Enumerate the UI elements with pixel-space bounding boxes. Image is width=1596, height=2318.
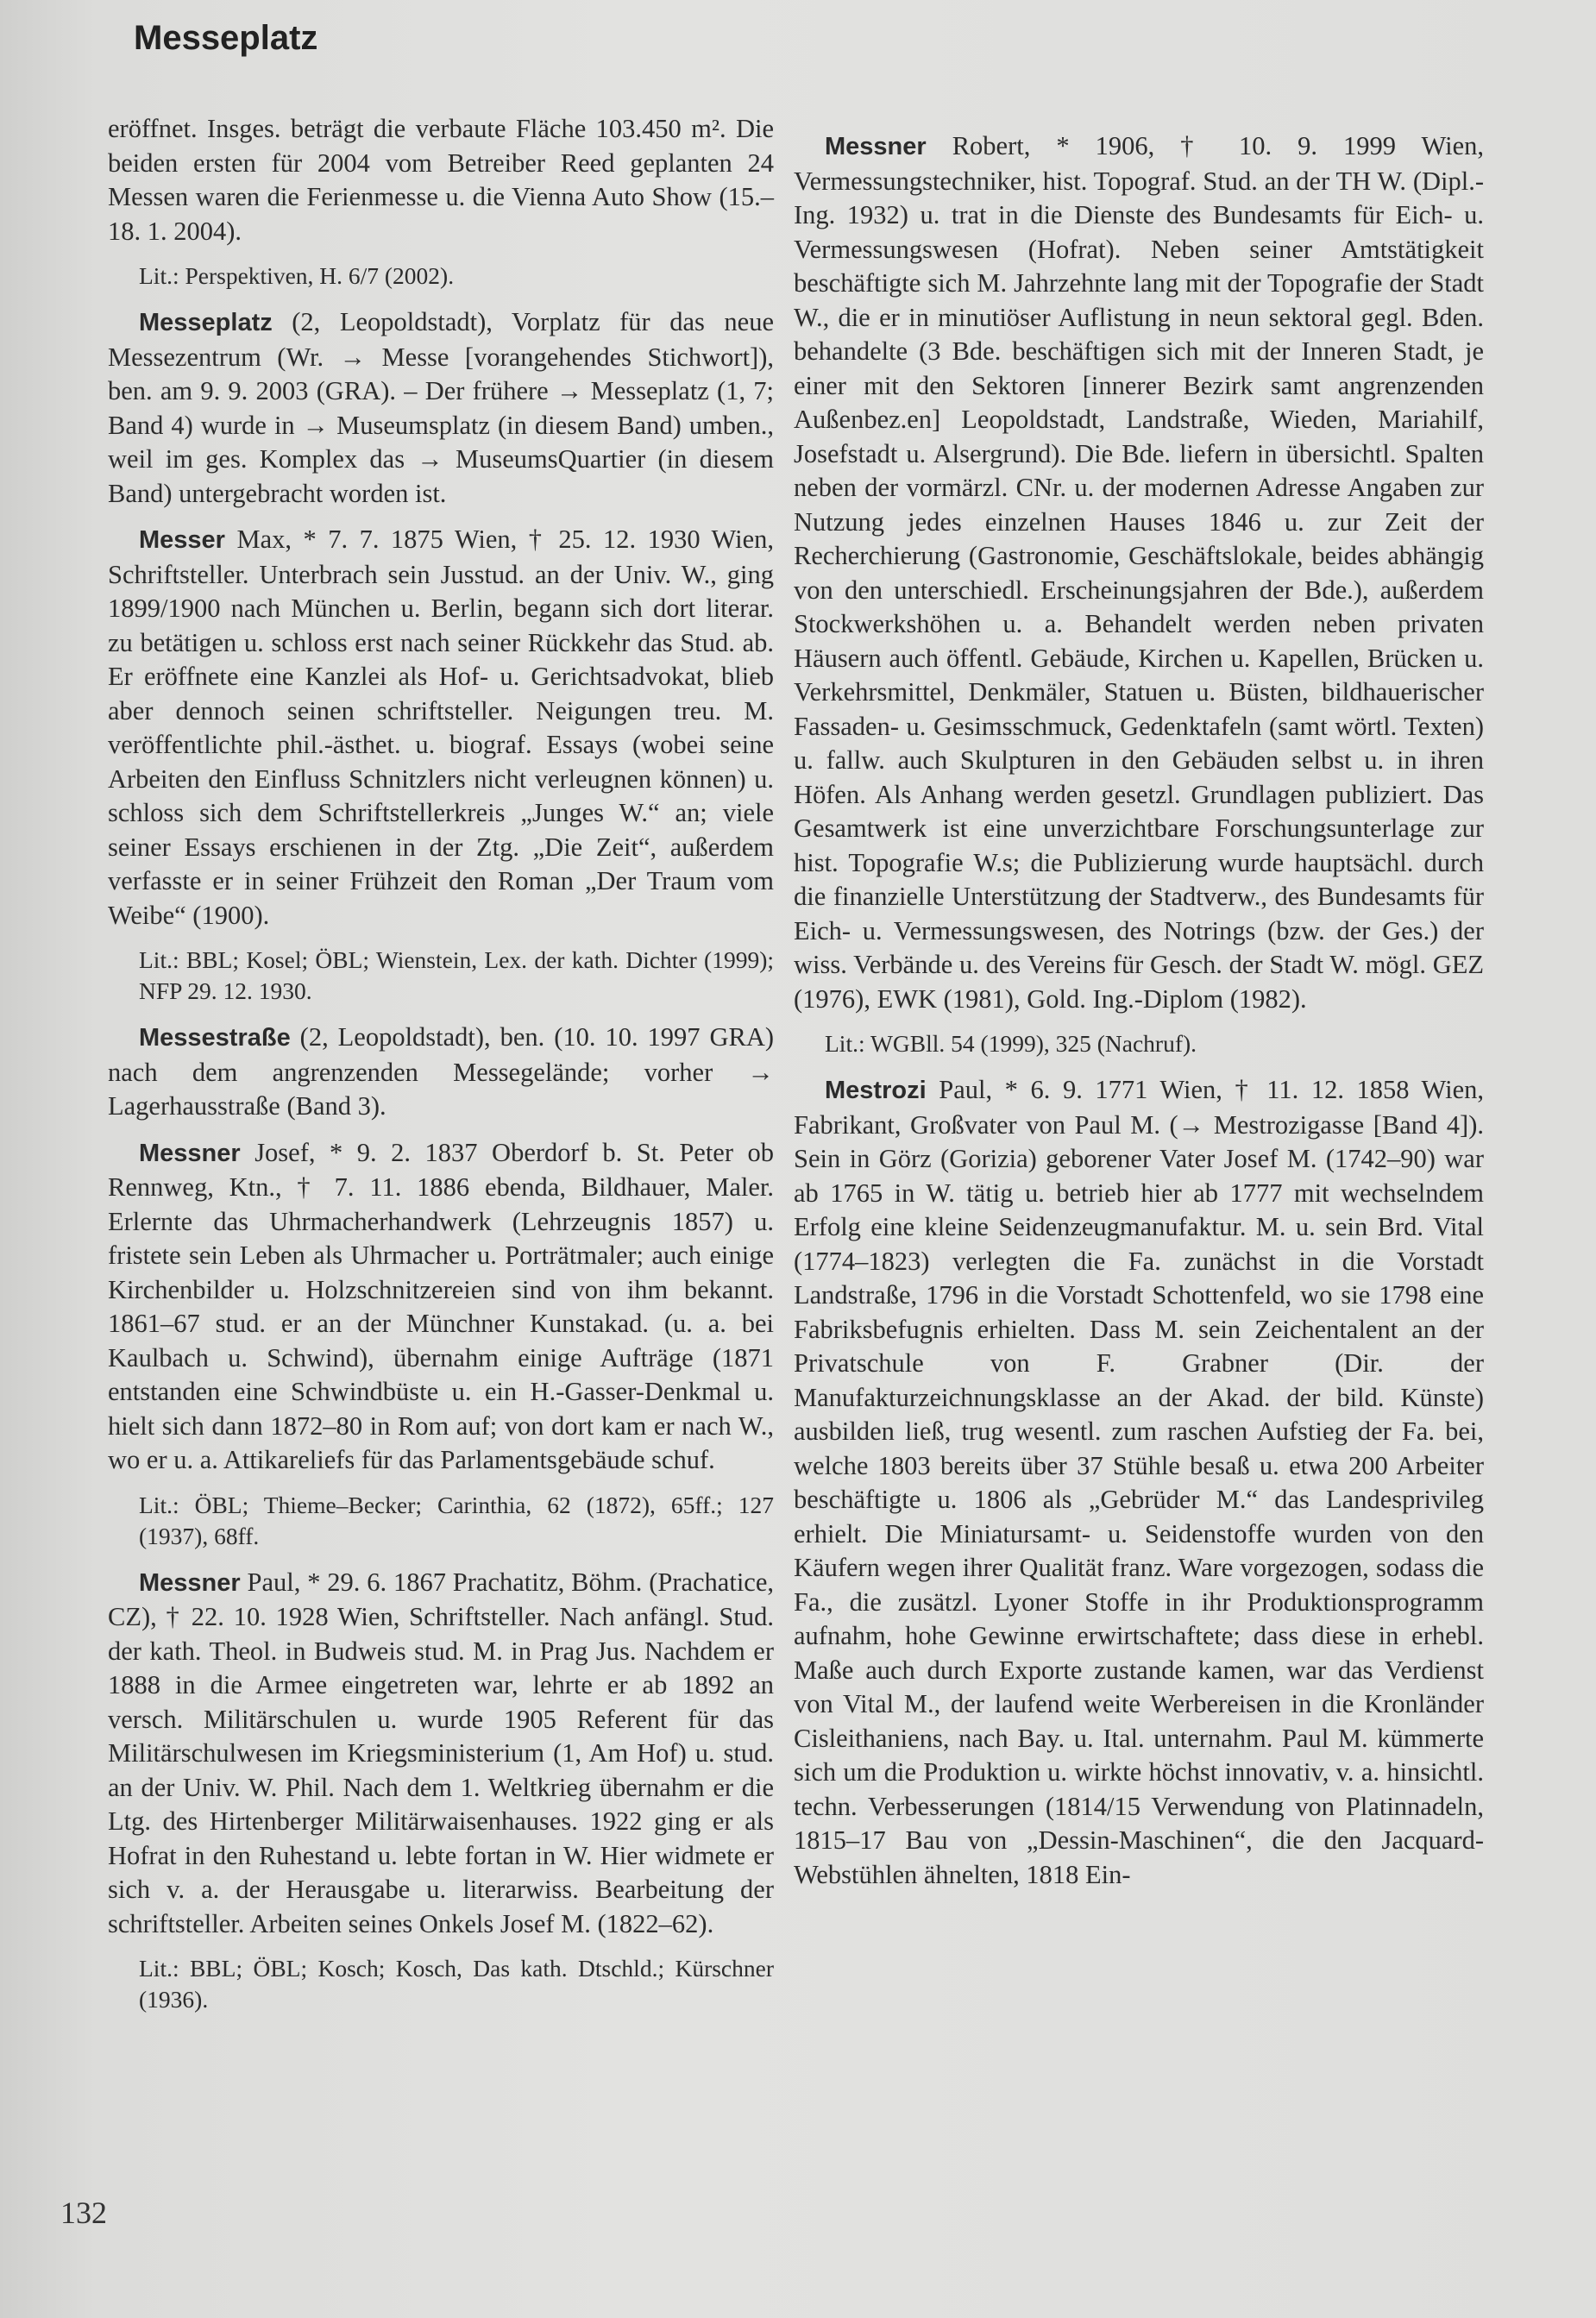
page-number: 132 — [60, 2196, 107, 2230]
entry-headword: Messner — [825, 133, 927, 160]
entry-messner-josef — [108, 1136, 774, 1478]
entry-headword: Messer — [139, 526, 225, 554]
entry-messestrasse — [108, 1021, 774, 1124]
entry-headword: Messeplatz — [139, 309, 273, 336]
entry-body: Robert, * 1906, † 10. 9. 1999 Wien, Vermessungstechniker, hist. Topograf. Stud. an der TH W. (Dipl.-Ing. 1932) u. trat in die Dienste des Bundesamts für Eich- u. Vermessungswesen (Hofrat). Neben seiner Amtstätigkeit beschäftigte sich M. Jahrzehnte lang mit der Topografie der Stadt W., die er in minutiöser Auflistung in neun sektoral gegl. Bden. behandelte (3 Bde. beschäftigen sich mit der Inneren Stadt, je einer mit den Sektoren [innerer Bezirk samt angrenzenden Außenbez.en] Leopoldstadt, Landstraße, Wieden, Mariahilf, Josefstadt u. Alsergrund). Die Bde. liefern in übersichtl. Spalten neben der vormärzl. CNr. u. der modernen Adresse Angaben zur Nutzung jedes einzelnen Hauses 1846 u. zur Zeit der Recherchierung (Gastronomie, Geschäftslokale, beides abhängig von den unterschiedl. Erscheinungsjahren der Bde.), außerdem Stockwerkshöhen u. a. Behandelt werden neben privaten Häusern auch öffentl. Gebäude, Kirchen u. Kapellen, Brücken u. Verkehrsmittel, Denkmäler, Statuen u. Büsten, bildhauerischer Fassaden- u. Gesimsschmuck, Gedenktafeln (samt wörtl. Texten) u. fallw. auch Skulpturen in den Gebäuden selbst u. in ihren Höfen. Als Anhang werden gesetzl. Grundlagen publiziert. Das Gesamtwerk ist eine unverzichtbare Forschungsunterlage zur hist. Topografie W.s; die Publizierung wurde hauptsächl. durch die finanzielle Unterstützung der Stadtverw., des Bundesamts für Eich- u. Vermessungswesen, des Notrings (bzw. der Ges.) der wiss. Verbände u. des Vereins für Gesch. der Stadt W. mögl. GEZ (1976), EWK (1981), Gold. Ing.-Diplom (1982). — [794, 131, 1484, 1014]
right-column — [794, 129, 1484, 1904]
lit-reference: Lit.: ÖBL; Thieme–Becker; Carinthia, 62 (1872), 65ff.; 127 (1937), 68ff. — [139, 1491, 774, 1549]
entry-body: (2, Leopoldstadt), Vorplatz für das neue Messezentrum (Wr. → Messe [vorangehendes Stichwort]), ben. am 9. 9. 2003 (GRA). – Der frühere → Messeplatz (1, 7; Band 4) wurde in → Museumsplatz (in diesem Band) umben., weil im ges. Komplex das → MuseumsQuartier (in diesem Band) untergebracht worden ist. — [108, 307, 774, 508]
entry-messer-max — [108, 523, 774, 933]
entry-body: (2, Leopoldstadt), ben. (10. 10. 1997 GRA) nach dem angrenzenden Messegelände; vorher → Lagerhausstraße (Band 3). — [108, 1022, 775, 1121]
entry-body: Paul, * 6. 9. 1771 Wien, † 11. 12. 1858 Wien, Fabrikant, Großvater von Paul M. (→ Mestrozigasse [Band 4]). Sein in Görz (Gorizia) geborener Vater Josef M. (1742–90) war ab 1765 in W. tätig u. betrieb hier ab 1777 mit wechselndem Erfolg eine kleine Seidenzeugmanufaktur. M. u. sein Brd. Vital (1774–1823) verlegten die Fa. zunächst in die Vorstadt Landstraße, 1796 in die Vorstadt Schottenfeld, wo sie 1798 eine Fabriksbefugnis erhielten. Dass M. sein Zeichentalent an der Privatschule von F. Grabner (Dir. der Manufakturzeichnungsklasse an der Akad. der bild. Künste) ausbilden ließ, trug wesentl. zum raschen Aufstieg der Fa. bei, welche 1803 bereits über 37 Stühle besaß u. etwa 200 Arbeiter beschäftigte u. 1806 als „Gebrüder M.“ das Landesprivileg erhielt. Die Miniatursamt- u. Seidenstoffe wurden von den Käufern wegen ihrer Qualität franz. Ware vorgezogen, sodass die Fa., die zusätzl. Lyoner Stoffe in ihr Produktionsprogramm aufnahm, hohe Gewinne erwirtschaftete; dass diese in erhebl. Maße auch durch Exporte zustande kamen, war das Verdienst von Vital M., der laufend weite Werbereisen in die Kronländer Cisleithaniens, nach Bay. u. Ital. unternahm. Paul M. kümmerte sich um die Produktion u. wirkte höchst innovativ, v. a. hinsichtl. techn. Verbesserungen (1814/15 Verwendung von Platinnadeln, 1815–17 Bau von „Dessin-Maschinen“, die den Jacquard-Webstühlen ähnelten, 1818 Ein- — [794, 1075, 1485, 1889]
lit-reference: Lit.: Perspektiven, H. 6/7 (2002). — [139, 262, 455, 289]
lit-reference: Lit.: BBL; Kosel; ÖBL; Wienstein, Lex. der kath. Dichter (1999); NFP 29. 12. 1930. — [139, 946, 774, 1004]
entry-continuation: eröffnet. Insges. beträgt die verbaute Fläche 103.450 m². Die beiden ersten für 2004 vom Betreiber Reed geplanten 24 Messen waren die Ferienmesse u. die Vienna Auto Show (15.–18. 1. 2004). — [108, 114, 774, 246]
entry-headword: Messner — [139, 1139, 241, 1167]
entry-body: Paul, * 29. 6. 1867 Prachatitz, Böhm. (Prachatice, CZ), † 22. 10. 1928 Wien, Schriftsteller. Nach anfängl. Stud. der kath. Theol. in Budweis stud. M. in Prag Jus. Nachdem er 1888 in die Armee eingetreten war, lehrte er ab 1892 an versch. Militärschulen u. wurde 1905 Referent für das Militärschulwesen im Kriegsministerium (1, Am Hof) u. stud. an der Univ. W. Phil. Nach dem 1. Weltkrieg übernahm er die Ltg. des Hirtenberger Militärwaisenhauses. 1922 ging er als Hofrat in den Ruhestand u. lebte fortan in W. Hier widmete er sich v. a. der Herausgabe u. literarwiss. Bearbeitung der schriftsteller. Arbeiten seines Onkels Josef M. (1822–62). — [108, 1567, 774, 1938]
running-head: Messeplatz — [134, 19, 318, 57]
lit-reference: Lit.: WGBll. 54 (1999), 325 (Nachruf). — [825, 1030, 1197, 1057]
entry-messner-paul — [108, 1566, 774, 1942]
entry-headword: Messestraße — [139, 1024, 291, 1052]
lit-reference: Lit.: BBL; ÖBL; Kosch; Kosch, Das kath. Dtschld.; Kürschner (1936). — [139, 1955, 774, 2013]
entry-mestrozi-paul — [794, 1073, 1484, 1892]
entry-headword: Mestrozi — [825, 1077, 927, 1104]
entry-messeplatz — [108, 305, 774, 511]
entry-messner-robert — [794, 129, 1484, 1016]
left-column — [108, 112, 774, 2029]
entry-body: Josef, * 9. 2. 1837 Oberdorf b. St. Peter ob Rennweg, Ktn., † 7. 11. 1886 ebenda, Bildhauer, Maler. Erlernte das Uhrmacherhandwerk (Lehrzeugnis 1857) u. fristete sein Leben als Uhrmacher u. Porträtmaler; auch einige Kirchenbilder u. Holzschnitzereien sind von ihm bekannt. 1861–67 stud. er an der Münchner Kunstakad. (u. a. bei Kaulbach u. Schwind), übernahm einige Aufträge (1871 entstanden eine Schwindbüste u. ein H.-Gasser-Denkmal u. hielt sich dann 1872–80 in Rom auf; von dort kam er nach W., wo er u. a. Attikareliefs für das Parlamentsgebäude schuf. — [108, 1137, 774, 1474]
entry-body: Max, * 7. 7. 1875 Wien, † 25. 12. 1930 Wien, Schriftsteller. Unterbrach sein Jusstud. an der Univ. W., ging 1899/1900 nach München u. Berlin, begann sich dort literar. zu betätigen u. schloss erst nach seiner Rückkehr das Stud. ab. Er eröffnete eine Kanzlei als Hof- u. Gerichtsadvokat, blieb aber dennoch seinen schriftsteller. Neigungen treu. M. veröffentlichte phil.-ästhet. u. biograf. Essays (wobei seine Arbeiten den Einfluss Schnitzlers nicht verleugnen können) u. schloss sich dem Schriftstellerkreis „Junges W.“ an; viele seiner Essays erschienen in der Ztg. „Die Zeit“, außerdem verfasste er in seiner Frühzeit den Roman „Der Traum vom Weibe“ (1900). — [108, 525, 774, 930]
entry-headword: Messner — [139, 1568, 241, 1597]
